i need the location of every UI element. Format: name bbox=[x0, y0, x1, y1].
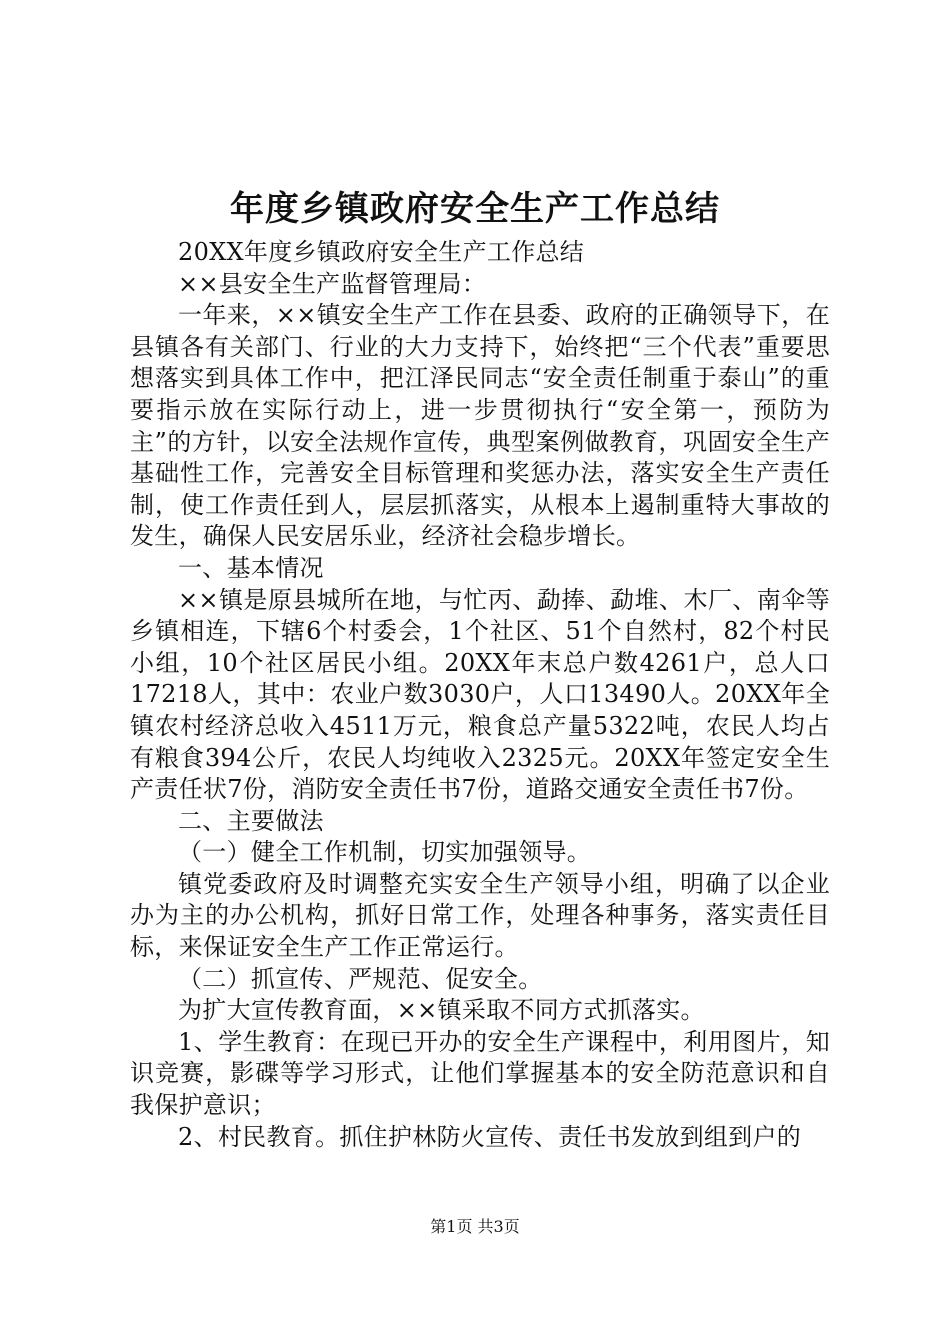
document-body bbox=[130, 237, 830, 1153]
page-footer: 第1页 共3页 bbox=[430, 1217, 520, 1236]
paragraph: 镇党委政府及时调整充实安全生产领导小组，明确了以企业办为主的办公机构，抓好日常工作，处理各种事务，落实责任目标，来保证安全生产工作正常运行。 bbox=[130, 869, 830, 962]
paragraph: ××县安全生产监督管理局： bbox=[178, 269, 487, 298]
section-heading: 一、基本情况 bbox=[178, 553, 324, 582]
document-title: 年度乡镇政府安全生产工作总结 bbox=[230, 189, 720, 229]
paragraph: 2、村民教育。抓住护林防火宣传、责任书发放到组到户的 bbox=[178, 1122, 802, 1151]
paragraph: 为扩大宣传教育面，××镇采取不同方式抓落实。 bbox=[178, 996, 705, 1025]
paragraph: 一年来，××镇安全生产工作在县委、政府的正确领导下，在县镇各有关部门、行业的大力支持下，始终把“三个代表”重要思想落实到具体工作中，把江泽民同志“安全责任制重于泰山”的重要指示放在实际行动上，进一步贯彻执行“安全第一，预防为主”的方针，以安全法规作宣传，典型案例做教育，巩固安全生产基础性工作，完善安全目标管理和奖惩办法，落实安全生产责任制，使工作责任到人，层层抓落实，从根本上遏制重特大事故的发生，确保人民安居乐业，经济社会稳步增长。 bbox=[130, 301, 830, 551]
section-heading: 二、主要做法 bbox=[178, 806, 324, 835]
subsection-heading: （一）健全工作机制，切实加强领导。 bbox=[178, 838, 592, 867]
subsection-heading: （二）抓宣传、严规范、促安全。 bbox=[178, 964, 543, 993]
paragraph: 1、学生教育：在现已开办的安全生产课程中，利用图片，知识竞赛，影碟等学习形式，让他们掌握基本的安全防范意识和自我保护意识； bbox=[130, 1027, 830, 1120]
paragraph: ××镇是原县城所在地，与忙丙、勐捧、勐堆、木厂、南伞等乡镇相连，下辖6个村委会，1个社区、51个自然村，82个村民小组，10个社区居民小组。20XX年末总户数4261户，总人口17218人，其中：农业户数3030户，人口13490人。20XX年全镇农村经济总收入4511万元，粮食总产量5322吨，农民人均占有粮食394公斤，农民人均纯收入2325元。20XX年签定安全生产责任状7份，消防安全责任书7份，道路交通安全责任书7份。 bbox=[130, 585, 830, 804]
paragraph: 20XX年度乡镇政府安全生产工作总结 bbox=[178, 238, 585, 266]
